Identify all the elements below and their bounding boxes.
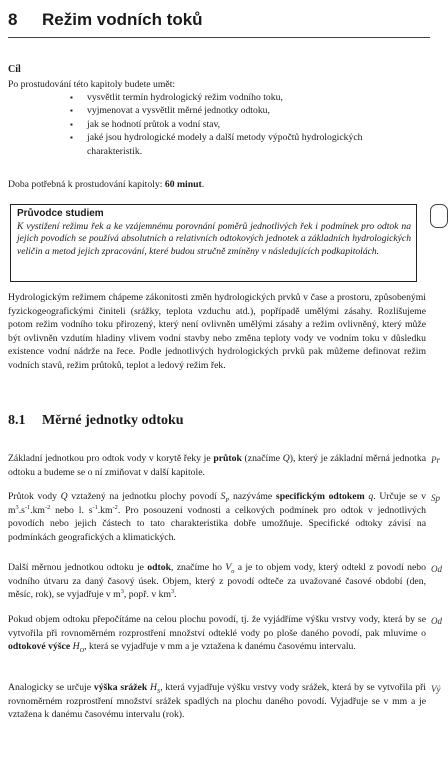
goal-item: ▪ jaké jsou hydrologické modely a další metody výpočtů hydrologických charakteristik. (70, 131, 420, 158)
goal-item: ▪ vysvětlit termín hydrologický režim vodního toku, (70, 91, 420, 104)
pruvodce-title: Průvodce studiem (17, 208, 104, 219)
text-run: Pokud objem odtoku přepočítáme na celou plochu povodí, tj. že vyjádříme výšku vrstvy vody, která by se vytvořila při rovnoměrném rozprostření množství odteklé vody po ploše daného povodí, pak mluvíme o (8, 614, 426, 639)
symbol-sub: P (225, 496, 230, 504)
text-run: Základní jednotkou pro odtok vody v korytě řeky je (8, 453, 214, 464)
section-number: 8.1 (8, 413, 26, 428)
text-run: . (174, 589, 177, 601)
text-run: , která vyjadřuje výšku vrstvy vody srážek, která by se vytvořila při rovnoměrném rozprostření množství srážek spadlých na plochu daného povodí. Vyjadřuje se v mm a je vztažena k danému časovému intervalu (rok). (8, 682, 426, 721)
chapter-number: 8 (8, 10, 18, 29)
study-time (8, 178, 426, 192)
superscript: -2 (112, 503, 118, 511)
term-odtokova-vyska: odtokové výšce (8, 641, 71, 653)
symbol-q: Q (282, 453, 290, 464)
paragraph-odtok (8, 561, 426, 602)
pruvodce-text: K vystižení režimu řek a ke vzájemnému porovnání poměrů jednotlivých řek i podmínek pro odtok na jejich povodích se používá absolutních a relativních odtokových jednotek a základních hydrologických veličin a metod jejich zpracování, které budou stručně zmíněny v následujících podkapitolách. (17, 221, 411, 257)
symbol-sub: O (79, 647, 85, 655)
paragraph-odtokova-vyska (8, 613, 426, 654)
margin-note: Sp (431, 493, 440, 503)
text-run: , popř. v km (123, 589, 171, 601)
goal-item: ▪ vyjmenovat a vysvětlit měrné jednotky odtoku, (70, 104, 420, 117)
symbol-v: V (225, 562, 232, 573)
goal-item: ▪ jak se hodnotí průtok a vodní stav, (70, 118, 420, 131)
text-run: . Určuje se v m (8, 491, 426, 516)
symbol-h: H (72, 641, 80, 653)
study-time-suffix: . (201, 179, 205, 190)
text-run: Další měrnou jednotkou odtoku je (8, 562, 148, 573)
margin-note: Pr (431, 455, 440, 465)
chapter-rule (8, 37, 430, 38)
text-run: .s (18, 504, 25, 516)
superscript: -1 (92, 503, 98, 511)
intro-paragraph: Hydrologickým režimem chápeme zákonitosti změn hydrologických prvků v čase a prostoru, způsobenými fyzickogeografickými činiteli (srážky, teplota vzduchu atd.), popřípadě umělými zásahy. Rozlišujeme potom režim vodního toku přirozený, který není ovlivněn umělými zásahy a režim ovlivněný, který může být ovlivněn vzdutím hladiny vlivem vodní stavby nebo změna teploty vody ve vodním toku v důsledku existence vodní nádrže na řece. Podle jednotlivých hydrologických prvků pak můžeme definovat režim vodních stavů, režim průtoků, teplot a ledový režim řek. (8, 292, 426, 371)
text-run: . Pro posouzení vodnosti a celkových podmínek pro odtok v jednotlivých povodích nebo jejich částech to tato charakteristika dobře umožňuje. Specifické odtoky závisí na podmínkách geografických a klimatických. (8, 504, 426, 543)
goals-list (70, 91, 420, 158)
margin-note: Od (431, 616, 442, 626)
symbol-h: H (150, 682, 158, 693)
text-run: vztažený na jednotku plochy povodí (67, 491, 221, 502)
margin-icon (430, 204, 448, 228)
superscript: -2 (44, 503, 51, 511)
text-run: a je to objem vody, který odtekl z povodí nebo vodního útvaru za daný časový úsek. Objem, který z povodí odteče za uvažované časové období (den, měsíc, rok), se vyjadřuje v m (8, 562, 426, 601)
text-run: nebo l. s (50, 504, 93, 516)
margin-note: Vý (431, 684, 441, 694)
symbol-q: Q (60, 491, 68, 502)
term-odtok: odtok (147, 562, 171, 573)
text-run: .km (30, 504, 45, 516)
chapter-title (8, 10, 203, 30)
symbol-q-small: q (368, 491, 374, 502)
symbol-sub: S (157, 687, 161, 695)
paragraph-specificky-odtok (8, 490, 426, 544)
study-time-value: 60 minut (164, 179, 202, 190)
text-run: Analogicky se určuje (8, 682, 94, 693)
superscript: -1 (24, 503, 31, 511)
text-run: , která se vyjadřuje v mm a je vztažena k danému časovému intervalu. (84, 641, 356, 653)
term-prutok: průtok (213, 453, 242, 464)
text-run: Průtok vody (8, 491, 61, 502)
paragraph-vyska-srazek (8, 681, 426, 722)
text-run: , značíme ho (171, 562, 226, 573)
chapter-title-text: Režim vodních toků (42, 10, 203, 29)
cil-label: Cíl (8, 64, 21, 75)
symbol-s: S (220, 491, 226, 502)
term-vyska-srazek: výška srážek (93, 682, 148, 693)
text-run: ), který je základní měrná jednotka odtoku a budeme se o ní zmiňovat v další kapitole. (8, 453, 426, 478)
symbol-sub: o (231, 567, 235, 575)
text-run: nazýváme (229, 491, 276, 502)
section-title-text: Měrné jednotky odtoku (42, 413, 184, 428)
superscript: 3 (170, 587, 175, 595)
study-time-label: Doba potřebná k prostudování kapitoly: (8, 179, 163, 190)
text-run: .km (97, 504, 113, 516)
term-specificky-odtok: specifickým odtokem (275, 491, 365, 502)
margin-note: Od (431, 564, 442, 574)
paragraph-prutok (8, 452, 426, 479)
text-run: (značíme (241, 453, 283, 464)
superscript: 3 (15, 503, 19, 511)
cil-intro: Po prostudování této kapitoly budete umět: (8, 79, 176, 90)
pruvodce-box (10, 204, 417, 282)
section-title (8, 413, 184, 429)
superscript: 3 (120, 587, 124, 595)
